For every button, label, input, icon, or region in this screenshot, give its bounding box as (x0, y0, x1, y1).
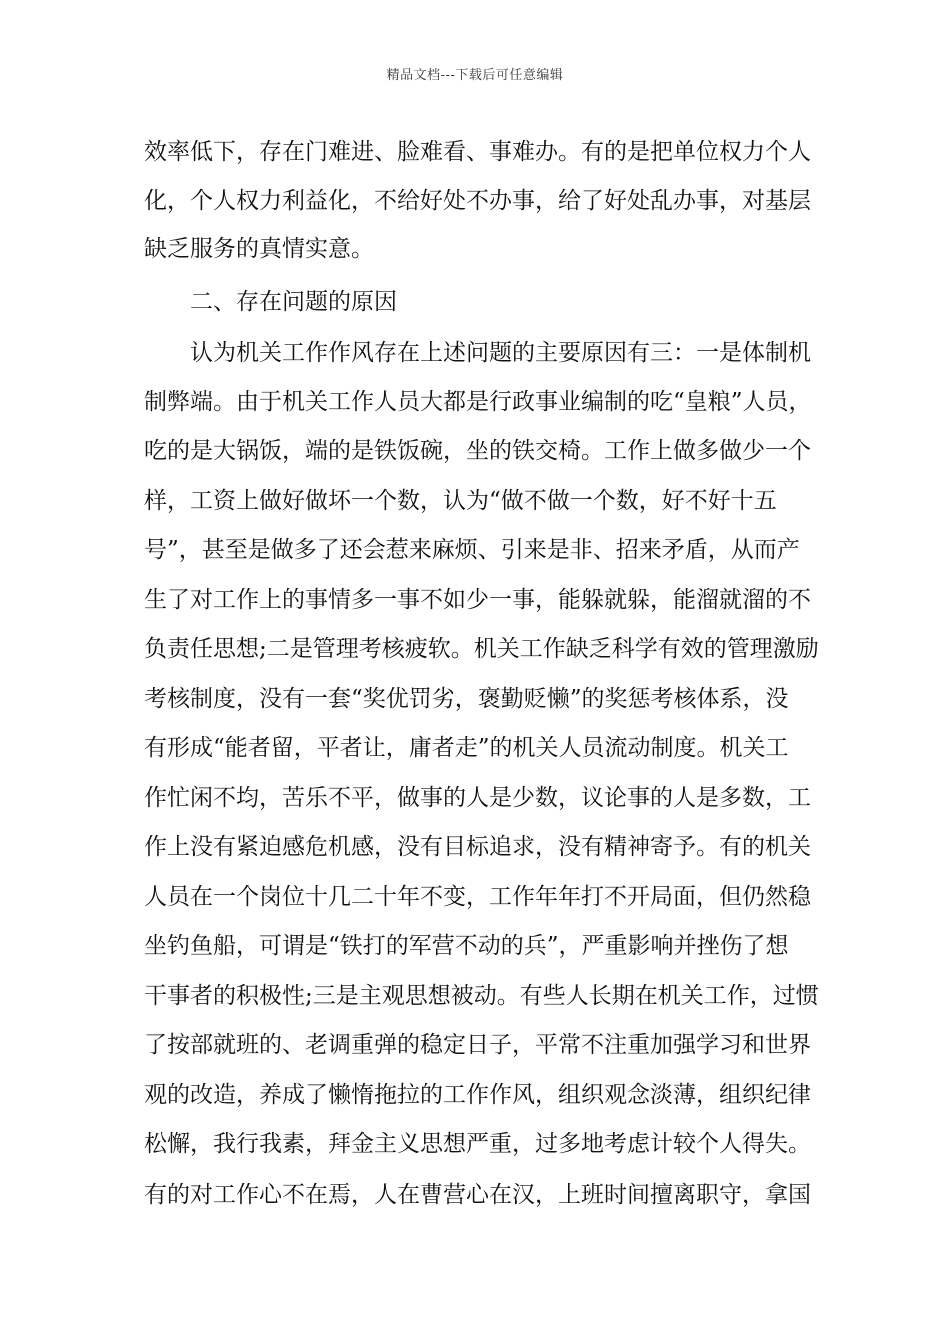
text-line: 考核制度，没有一套“奖优罚劣，褒勤贬懒”的奖惩考核体系，没 (144, 686, 789, 712)
text-line: 样，工资上做好做坏一个数，认为“做不做一个数，好不好十五 (144, 488, 777, 514)
text-line: 松懈，我行我素，拜金主义思想严重，过多地考虑计较个人得失。 (144, 1131, 811, 1157)
text-line: 干事者的积极性;三是主观思想被动。有些人长期在机关工作，过惯 (144, 983, 819, 1009)
text-line: 缺乏服务的真情实意。 (144, 236, 374, 262)
text-line: 有形成“能者留，平者让，庸者走”的机关人员流动制度。机关工 (144, 735, 789, 761)
text-line: 观的改造，养成了懒惰拖拉的工作作风，组织观念淡薄，组织纪律 (144, 1082, 811, 1108)
text-line: 化，个人权力利益化，不给好处不办事，给了好处乱办事，对基层 (144, 188, 811, 214)
page-header: 精品文档---下载后可任意编辑 (386, 68, 564, 83)
text-line: 认为机关工作作风存在上述问题的主要原因有三：一是体制机 (190, 340, 811, 366)
text-line: 人员在一个岗位十几二十年不变，工作年年打不开局面，但仍然稳 (144, 884, 811, 910)
text-line: 了按部就班的、老调重弹的稳定日子，平常不注重加强学习和世界 (144, 1032, 811, 1058)
text-line: 作上没有紧迫感危机感，没有目标追求，没有精神寄予。有的机关 (144, 834, 811, 860)
text-line: 效率低下，存在门难进、脸难看、事难办。有的是把单位权力个人 (144, 139, 811, 165)
text-line: 生了对工作上的事情多一事不如少一事，能躲就躲，能溜就溜的不 (144, 587, 811, 613)
text-line: 号”，甚至是做多了还会惹来麻烦、引来是非、招来矛盾，从而产 (144, 537, 800, 563)
text-line: 作忙闲不均，苦乐不平，做事的人是少数，议论事的人是多数，工 (144, 785, 811, 811)
text-line: 吃的是大锅饭，端的是铁饭碗，坐的铁交椅。工作上做多做少一个 (144, 438, 811, 464)
text-line: 有的对工作心不在焉，人在曹营心在汉，上班时间擅离职守，拿国 (144, 1182, 811, 1208)
section-heading: 二、存在问题的原因 (190, 289, 397, 315)
text-line: 制弊端。由于机关工作人员大都是行政事业编制的吃“皇粮”人员， (144, 389, 812, 415)
text-line: 坐钓鱼船，可谓是“铁打的军营不动的兵”，严重影响并挫伤了想 (144, 933, 789, 959)
text-line: 负责任思想;二是管理考核疲软。机关工作缺乏科学有效的管理激励 (144, 636, 819, 662)
